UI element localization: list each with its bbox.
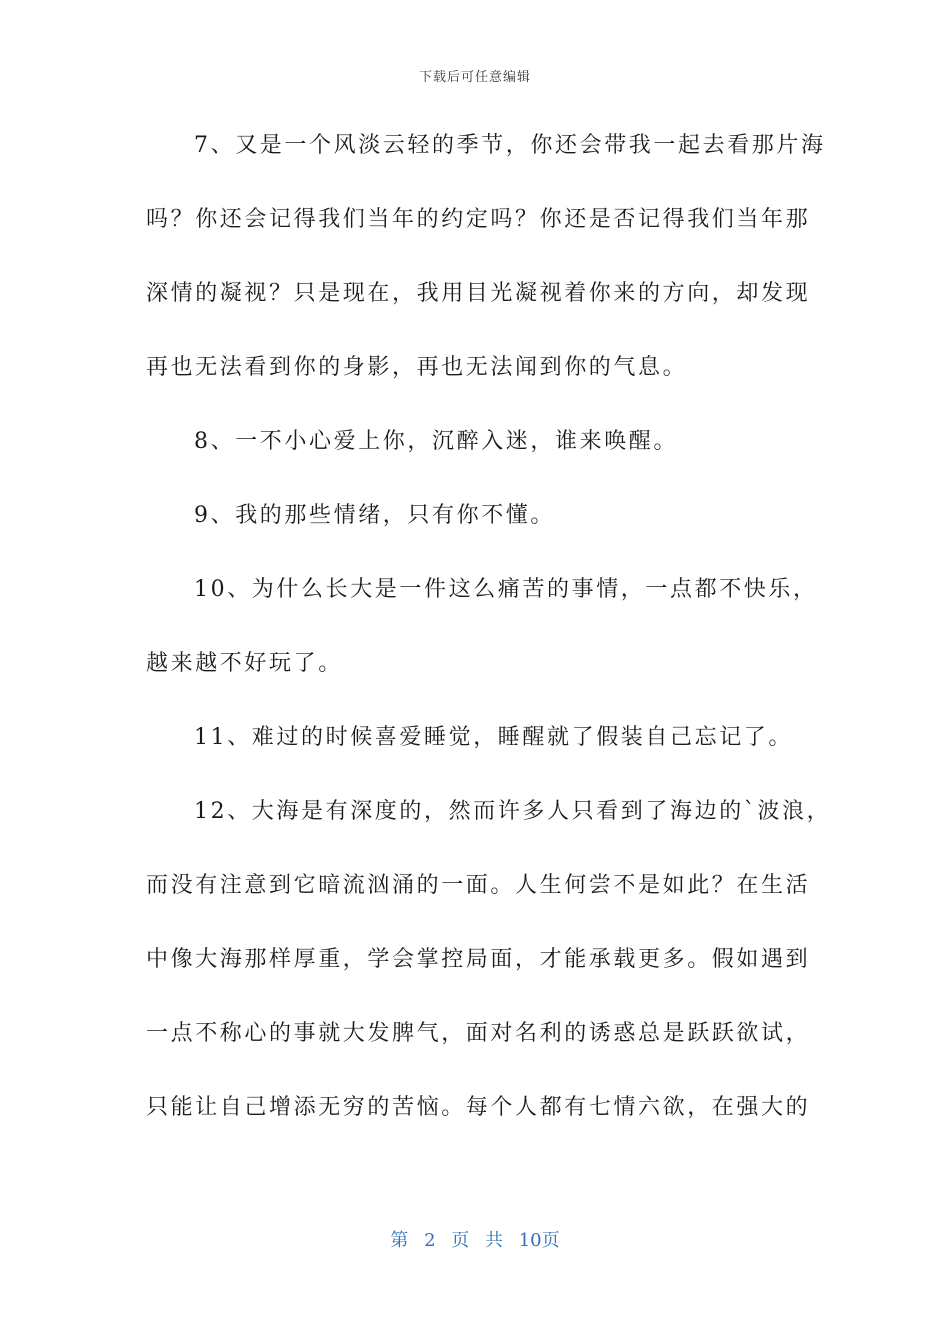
paragraph-line: 越来越不好玩了。 (146, 651, 343, 676)
paragraph-line: 而没有注意到它暗流汹涌的一面。人生何尝不是如此？在生活 (146, 873, 811, 898)
page-header: 下载后可任意编辑 (418, 70, 531, 85)
page-label-prefix: 第 (390, 1230, 409, 1251)
paragraph-line: 只能让自己增添无穷的苦恼。每个人都有七情六欲，在强大的 (146, 1095, 811, 1120)
page-label-mid: 页 (451, 1230, 470, 1251)
page-footer (0, 1226, 950, 1252)
paragraph-line: 7、又是一个风淡云轻的季节，你还会带我一起去看那片海 (194, 133, 826, 158)
paragraph-line: 再也无法看到你的身影，再也无法闻到你的气息。 (146, 355, 688, 380)
paragraph-line: 8、一不小心爱上你，沉醉入迷，谁来唤醒。 (194, 429, 678, 454)
paragraph-line: 深情的凝视？只是现在，我用目光凝视着你来的方向，却发现 (146, 281, 811, 306)
paragraph-line: 11、难过的时候喜爱睡觉，睡醒就了假装自己忘记了。 (194, 725, 793, 750)
total-label: 共 (485, 1230, 503, 1251)
paragraph-line: 吗？你还会记得我们当年的约定吗？你还是否记得我们当年那 (146, 207, 811, 232)
paragraph-line: 10、为什么长大是一件这么痛苦的事情，一点都不快乐， (194, 577, 818, 602)
paragraph-line: 9、我的那些情绪，只有你不懂。 (194, 503, 555, 528)
total-pages: 10页 (518, 1230, 560, 1251)
paragraph-line: 中像大海那样厚重，学会掌控局面，才能承载更多。假如遇到 (146, 947, 811, 972)
paragraph-line: 12、大海是有深度的，然而许多人只看到了海边的`波浪， (194, 799, 832, 824)
paragraph-line: 一点不称心的事就大发脾气，面对名利的诱惑总是跃跃欲试， (146, 1021, 811, 1046)
current-page-number: 2 (424, 1230, 436, 1251)
document-body (146, 124, 832, 1160)
